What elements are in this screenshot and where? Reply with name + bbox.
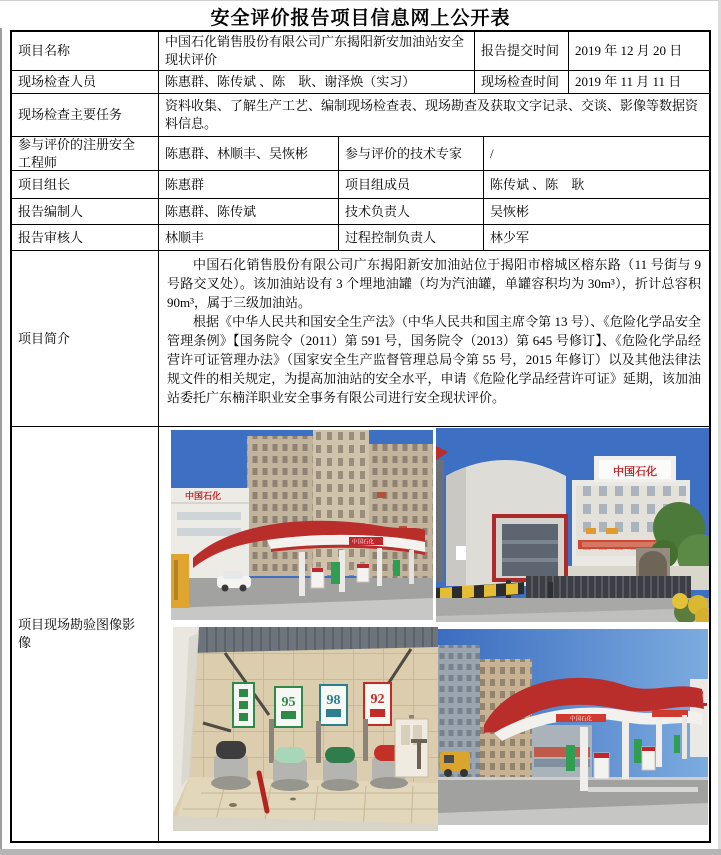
table-row-reviewer — [12, 225, 709, 251]
label-project-name: 项目名称 — [12, 32, 159, 70]
label-technical-experts: 参与评价的技术专家 — [339, 137, 484, 170]
label-team-members: 项目组成员 — [339, 171, 484, 198]
page-edge-left — [0, 28, 2, 855]
fuel-92-sign-text: 92 — [370, 692, 385, 707]
page-edge-top — [0, 0, 721, 1]
green-price-sign — [393, 560, 400, 576]
table-row-compiler — [12, 199, 709, 225]
canopy-column — [299, 552, 305, 596]
canopy-column — [409, 550, 414, 584]
label-site-photos: 项目现场勘验图像影像 — [12, 427, 159, 841]
fuel-98-sign-text: 98 — [326, 693, 341, 708]
green-price-sign — [674, 735, 680, 753]
value-registered-engineers: 陈惠群、林顺丰、吴恢彬 — [159, 137, 339, 170]
value-report-reviewer: 林顺丰 — [159, 225, 339, 250]
canopy-column — [682, 715, 687, 759]
label-technical-lead: 技术负责人 — [339, 199, 484, 224]
bollard — [548, 582, 553, 598]
value-report-submit-time: 2019 年 12 月 20 日 — [575, 43, 683, 58]
value-site-inspectors: 陈惠群、陈传斌 、陈 耿、谢泽焕（实习） — [159, 71, 475, 93]
brand-sign-text: 中国石化 — [569, 716, 593, 723]
photo-fill-pipe-chamber — [173, 627, 438, 831]
page-edge-bottom — [0, 849, 721, 855]
canopy-column — [377, 548, 382, 586]
page-title: 安全评价报告项目信息网上公开表 — [210, 8, 511, 29]
label-site-inspectors: 现场检查人员 — [12, 71, 159, 93]
fill-pipe-black — [211, 741, 251, 790]
summary-paragraph-1: 中国石化销售股份有限公司广东揭阳新安加油站位于揭阳市榕城区榕东路（11 号街与 9 号路交叉处）。该加油站设有 3 个埋地油罐（均为汽油罐，单罐容积均为 30m³），折计总容积 90m³，属于三级加油站。 — [167, 257, 701, 310]
photo-station-side-building — [436, 428, 709, 622]
table-row-engineers — [12, 137, 709, 171]
brand-sign-text: 中国石化 — [185, 491, 222, 501]
label-report-compiler: 报告编制人 — [12, 199, 159, 224]
label-inspection-time: 现场检查时间 — [475, 71, 569, 93]
label-process-control-lead: 过程控制负责人 — [339, 225, 484, 250]
value-main-tasks: 资料收集、了解生产工艺、编制现场检查表、现场勘查及获取文字记录、交谈、影像等数据资料信息。 — [165, 98, 699, 131]
canopy-column — [622, 721, 629, 779]
info-table — [10, 30, 711, 843]
yellow-crane — [171, 554, 189, 608]
table-row-inspectors — [12, 71, 709, 94]
label-report-submit-time: 报告提交时间 — [475, 32, 569, 70]
green-price-sign — [566, 745, 575, 771]
label-report-reviewer: 报告审核人 — [12, 225, 159, 250]
value-technical-lead: 吴恢彬 — [490, 203, 530, 219]
table-row-photos — [12, 427, 709, 841]
summary-paragraph-2: 根据《中华人民共和国安全生产法》（中华人民共和国主席令第 13 号）、《危险化学品安全管理条例》【国务院令（2011）第 591 号，国务院令（2013）第 645 号修订】、《危险化学品经营许可证管理办法》（国家安全生产监督管理总局令第 55 号，2015 年修订）以及其他法律法规文件的相关规定，为提高加油站的安全水平，申请《危险化学品经营许可证》延期，该加油站委托广东楠洋职业安全事务有限公司进行安全现状评价。 — [167, 314, 701, 405]
table-row-summary — [12, 251, 709, 427]
table-row-project-name — [12, 32, 709, 71]
brand-sign-text: 中国石化 — [352, 539, 375, 546]
fill-pipe-mint — [271, 747, 309, 791]
fill-pipe-green — [321, 747, 359, 791]
photo-station-front — [171, 430, 433, 620]
value-process-control-lead: 林少军 — [490, 229, 530, 245]
canopy-column — [656, 717, 662, 767]
label-registered-engineers: 参与评价的注册安全工程师 — [12, 137, 159, 170]
label-project-summary: 项目简介 — [12, 251, 159, 426]
fuel-95-sign-text: 95 — [281, 695, 296, 710]
photo-station-canopy-curve — [438, 629, 708, 825]
label-main-tasks: 现场检查主要任务 — [12, 94, 159, 136]
value-project-leader: 陈惠群 — [159, 171, 339, 198]
green-price-sign — [634, 739, 642, 763]
brand-sign-text: 中国石化 — [613, 466, 657, 478]
value-report-compiler: 陈惠群、陈传斌 — [159, 199, 339, 224]
table-row-tasks — [12, 94, 709, 137]
green-price-sign — [331, 562, 340, 584]
value-project-name: 中国石化销售股份有限公司广东揭阳新安加油站安全现状评价 — [159, 32, 475, 70]
value-inspection-time: 2019 年 11 月 11 日 — [575, 74, 682, 89]
value-technical-experts: / — [490, 145, 494, 161]
table-row-team — [12, 171, 709, 199]
value-team-members: 陈传斌 、陈 耿 — [490, 176, 585, 192]
canopy-column — [580, 727, 588, 791]
recessed-box — [395, 719, 428, 777]
value-project-summary — [159, 251, 709, 426]
site-photos-area — [159, 427, 709, 841]
label-project-leader: 项目组长 — [12, 171, 159, 198]
